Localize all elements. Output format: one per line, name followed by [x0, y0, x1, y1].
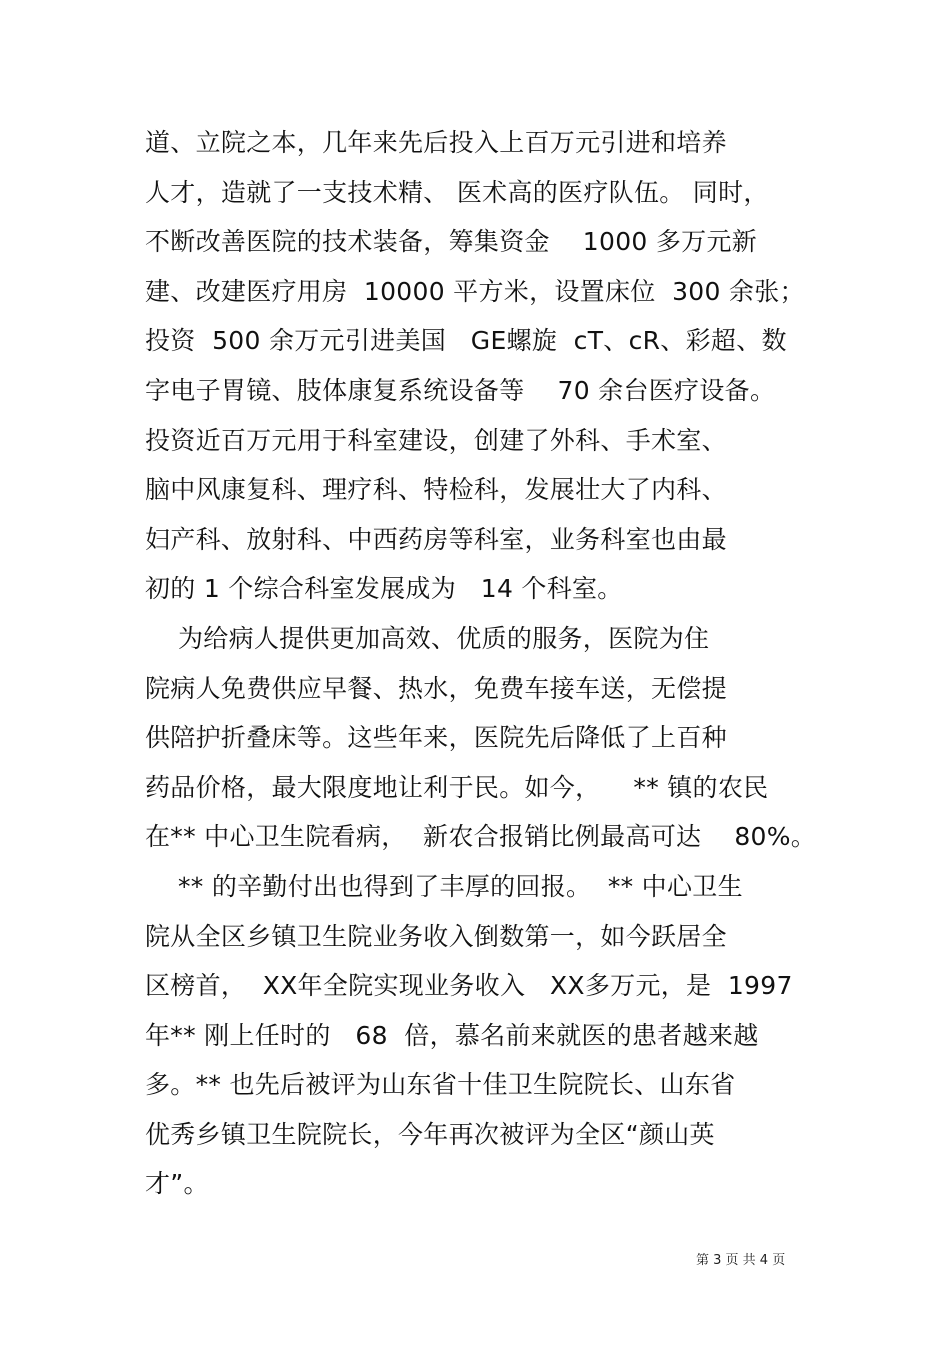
text-line: ** 的辛勤付出也得到了丰厚的回报。 ** 中心卫生 [145, 871, 743, 901]
text-line: 院病人免费供应早餐、热水，免费车接车送，无偿提 [145, 673, 727, 703]
text-line: 优秀乡镇卫生院院长，今年再次被评为全区“颜山英 [145, 1119, 715, 1149]
page-number-footer: 第 3 页 共 4 页 [696, 1253, 786, 1268]
text-line: 药品价格，最大限度地让利于民。如今， ** 镇的农民 [145, 772, 769, 802]
text-line: 建、改建医疗用房 10000 平方米，设置床位 300 余张； [145, 276, 805, 306]
body-text [145, 118, 835, 1209]
text-line: 院从全区乡镇卫生院业务收入倒数第一，如今跃居全 [145, 921, 727, 951]
text-line: 初的 1 个综合科室发展成为 14 个科室。 [145, 574, 623, 604]
text-line: 道、立院之本，几年来先后投入上百万元引进和培养 [145, 128, 727, 157]
text-line: 才”。 [145, 1169, 209, 1199]
text-line: 脑中风康复科、理疗科、特检科，发展壮大了内科、 [145, 475, 727, 505]
text-line: 人才，造就了一支技术精、 医术高的医疗队伍。 同时， [145, 177, 769, 207]
text-line: 在** 中心卫生院看病， 新农合报销比例最高可达 80%。 [145, 822, 817, 852]
text-line: 为给病人提供更加高效、优质的服务，医院为住 [145, 623, 710, 653]
text-line: 妇产科、放射科、中西药房等科室，业务科室也由最 [145, 524, 727, 554]
text-line: 字电子胃镜、肢体康复系统设备等 70 余台医疗设备。 [145, 375, 776, 405]
text-line: 年** 刚上任时的 68 倍，慕名前来就医的患者越来越 [145, 1020, 759, 1050]
text-line: 不断改善医院的技术装备，筹集资金 1000 多万元新 [145, 227, 758, 257]
text-line: 多。** 也先后被评为山东省十佳卫生院院长、山东省 [145, 1070, 736, 1100]
text-line: 投资近百万元用于科室建设，创建了外科、手术室、 [145, 425, 727, 455]
text-line: 供陪护折叠床等。这些年来，医院先后降低了上百种 [145, 723, 727, 753]
text-line: 区榜首， XX年全院实现业务收入 XX多万元，是 1997 [145, 971, 793, 1001]
text-line: 投资 500 余万元引进美国 GE螺旋 cT、cR、彩超、数 [145, 326, 787, 356]
